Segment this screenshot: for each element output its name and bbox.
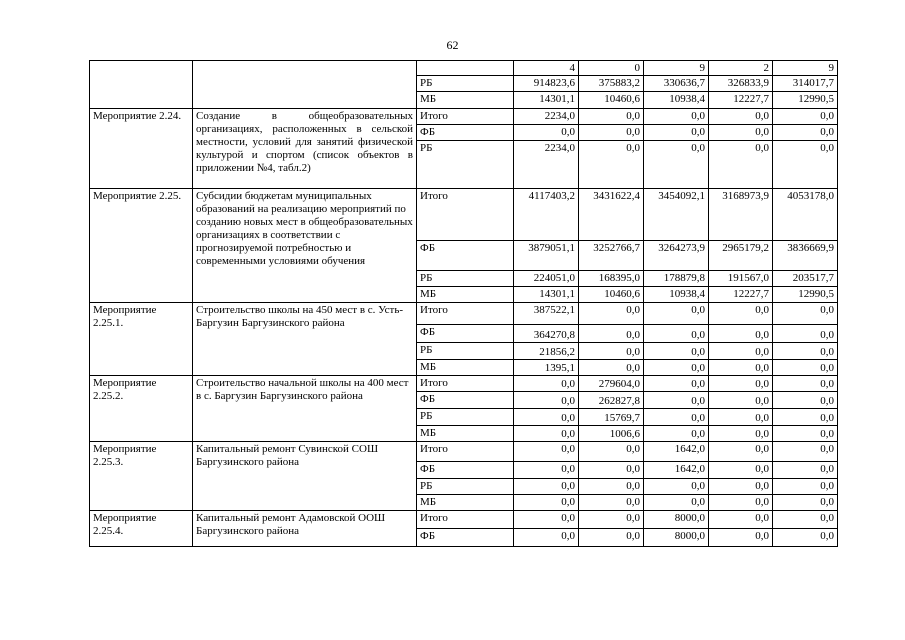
funding-source: Итого [417, 109, 514, 125]
amount-cell: 0,0 [773, 426, 838, 442]
amount-cell: 12990,5 [773, 287, 838, 303]
measure-description: Строительство школы на 450 мест в с. Усть-Баргузин Баргузинского района [193, 303, 417, 376]
amount-cell: 0,0 [709, 442, 773, 462]
amount-cell: 0,0 [644, 303, 709, 325]
amount-cell: 0,0 [773, 479, 838, 495]
amount-cell: 203517,7 [773, 271, 838, 287]
amount-cell: 0,0 [773, 360, 838, 376]
measure-label: Мероприятие 2.25.3. [90, 442, 193, 511]
amount-cell: 3879051,1 [514, 241, 579, 271]
funding-source: ФБ [417, 125, 514, 141]
amount-cell: 0,0 [514, 376, 579, 392]
amount-cell: 0,0 [579, 325, 644, 343]
amount-cell: 0,0 [644, 141, 709, 189]
measure-description: Капитальный ремонт Адамовской ООШ Баргузинского района [193, 511, 417, 547]
amount-cell: 8000,0 [644, 511, 709, 529]
amount-cell: 3252766,7 [579, 241, 644, 271]
funding-source: ФБ [417, 325, 514, 343]
amount-cell: 0,0 [579, 360, 644, 376]
funding-source: МБ [417, 360, 514, 376]
amount-cell: 1642,0 [644, 442, 709, 462]
amount-cell: 0,0 [773, 529, 838, 547]
amount-cell: 9 [644, 61, 709, 76]
amount-cell: 0,0 [644, 376, 709, 392]
amount-cell: 0,0 [773, 325, 838, 343]
measure-label: Мероприятие 2.25. [90, 189, 193, 303]
amount-cell: 387522,1 [514, 303, 579, 325]
amount-cell: 0,0 [709, 125, 773, 141]
amount-cell: 12227,7 [709, 287, 773, 303]
amount-cell: 224051,0 [514, 271, 579, 287]
amount-cell: 14301,1 [514, 92, 579, 109]
measure-label [90, 61, 193, 109]
amount-cell: 0,0 [773, 376, 838, 392]
amount-cell: 0,0 [773, 442, 838, 462]
funding-source: Итого [417, 376, 514, 392]
amount-cell: 2 [709, 61, 773, 76]
amount-cell: 3168973,9 [709, 189, 773, 241]
measure-label: Мероприятие 2.25.1. [90, 303, 193, 376]
budget-table [89, 60, 838, 547]
amount-cell: 0,0 [709, 529, 773, 547]
amount-cell: 0,0 [709, 360, 773, 376]
amount-cell: 0,0 [709, 109, 773, 125]
amount-cell: 0,0 [579, 303, 644, 325]
amount-cell: 364270,8 [514, 325, 579, 343]
amount-cell: 0,0 [514, 495, 579, 511]
amount-cell: 0,0 [579, 442, 644, 462]
funding-source: Итого [417, 511, 514, 529]
amount-cell: 0,0 [773, 511, 838, 529]
page-number: 62 [446, 38, 459, 52]
funding-source: РБ [417, 271, 514, 287]
amount-cell: 0,0 [514, 442, 579, 462]
amount-cell: 0,0 [579, 109, 644, 125]
amount-cell: 0,0 [644, 479, 709, 495]
amount-cell: 10938,4 [644, 287, 709, 303]
amount-cell: 0,0 [709, 343, 773, 360]
funding-source: МБ [417, 287, 514, 303]
measure-description: Капитальный ремонт Сувинской СОШ Баргузинского района [193, 442, 417, 511]
amount-cell: 4053178,0 [773, 189, 838, 241]
table-row [90, 189, 838, 241]
amount-cell: 0,0 [514, 462, 579, 479]
funding-source: Итого [417, 442, 514, 462]
measure-label: Мероприятие 2.24. [90, 109, 193, 189]
amount-cell: 0,0 [514, 529, 579, 547]
amount-cell: 3431622,4 [579, 189, 644, 241]
amount-cell: 0,0 [644, 409, 709, 426]
funding-source: Итого [417, 189, 514, 241]
measure-description: Строительство начальной школы на 400 мест в с. Баргузин Баргузинского района [193, 376, 417, 442]
amount-cell: 0,0 [644, 360, 709, 376]
amount-cell: 0,0 [773, 462, 838, 479]
amount-cell: 4 [514, 61, 579, 76]
amount-cell: 3264273,9 [644, 241, 709, 271]
amount-cell: 0,0 [709, 409, 773, 426]
amount-cell: 0,0 [579, 495, 644, 511]
amount-cell: 14301,1 [514, 287, 579, 303]
amount-cell: 0,0 [709, 392, 773, 409]
amount-cell: 0,0 [709, 376, 773, 392]
amount-cell: 0,0 [644, 109, 709, 125]
amount-cell: 10460,6 [579, 287, 644, 303]
amount-cell: 0,0 [644, 495, 709, 511]
amount-cell: 0,0 [579, 529, 644, 547]
amount-cell: 0,0 [773, 343, 838, 360]
amount-cell: 0,0 [709, 325, 773, 343]
amount-cell: 0,0 [709, 511, 773, 529]
funding-source: РБ [417, 409, 514, 426]
amount-cell: 0,0 [644, 392, 709, 409]
funding-source: РБ [417, 479, 514, 495]
amount-cell: 0,0 [773, 109, 838, 125]
amount-cell: 0,0 [644, 325, 709, 343]
measure-label: Мероприятие 2.25.4. [90, 511, 193, 547]
amount-cell: 0,0 [514, 409, 579, 426]
table-row [90, 303, 838, 325]
amount-cell: 0,0 [773, 303, 838, 325]
amount-cell: 0,0 [773, 392, 838, 409]
amount-cell: 0,0 [773, 409, 838, 426]
amount-cell: 0,0 [773, 125, 838, 141]
amount-cell: 10460,6 [579, 92, 644, 109]
funding-source: РБ [417, 76, 514, 92]
amount-cell: 0,0 [709, 426, 773, 442]
amount-cell: 279604,0 [579, 376, 644, 392]
funding-source: РБ [417, 343, 514, 360]
amount-cell: 0,0 [579, 141, 644, 189]
amount-cell: 3836669,9 [773, 241, 838, 271]
amount-cell: 0,0 [644, 343, 709, 360]
funding-source: РБ [417, 141, 514, 189]
funding-source: ФБ [417, 529, 514, 547]
table-row [90, 442, 838, 462]
amount-cell: 21856,2 [514, 343, 579, 360]
amount-cell: 0,0 [514, 125, 579, 141]
amount-cell: 1006,6 [579, 426, 644, 442]
table-row [90, 376, 838, 392]
amount-cell: 1395,1 [514, 360, 579, 376]
amount-cell: 2234,0 [514, 141, 579, 189]
amount-cell: 12227,7 [709, 92, 773, 109]
amount-cell: 0,0 [709, 479, 773, 495]
measure-description: Создание в общеобразовательных организациях, расположенных в сельской местности, условий для занятий физической культурой и спортом (список объектов в приложении №4, табл.2) [193, 109, 417, 189]
funding-source: ФБ [417, 241, 514, 271]
funding-source [417, 61, 514, 76]
amount-cell: 0,0 [644, 125, 709, 141]
amount-cell: 0,0 [644, 426, 709, 442]
amount-cell: 0,0 [579, 343, 644, 360]
amount-cell: 0,0 [709, 303, 773, 325]
funding-source: МБ [417, 92, 514, 109]
amount-cell: 191567,0 [709, 271, 773, 287]
table-row [90, 109, 838, 125]
amount-cell: 0,0 [579, 479, 644, 495]
table-row [90, 61, 838, 76]
funding-source: ФБ [417, 462, 514, 479]
amount-cell: 0 [579, 61, 644, 76]
amount-cell: 914823,6 [514, 76, 579, 92]
table-row [90, 511, 838, 529]
amount-cell: 1642,0 [644, 462, 709, 479]
amount-cell: 8000,0 [644, 529, 709, 547]
measure-label: Мероприятие 2.25.2. [90, 376, 193, 442]
amount-cell: 2965179,2 [709, 241, 773, 271]
amount-cell: 10938,4 [644, 92, 709, 109]
amount-cell: 0,0 [579, 462, 644, 479]
amount-cell: 0,0 [709, 462, 773, 479]
amount-cell: 12990,5 [773, 92, 838, 109]
amount-cell: 0,0 [514, 511, 579, 529]
amount-cell: 0,0 [514, 426, 579, 442]
amount-cell: 262827,8 [579, 392, 644, 409]
amount-cell: 3454092,1 [644, 189, 709, 241]
amount-cell: 178879,8 [644, 271, 709, 287]
amount-cell: 9 [773, 61, 838, 76]
funding-source: ФБ [417, 392, 514, 409]
amount-cell: 0,0 [773, 495, 838, 511]
amount-cell: 0,0 [709, 141, 773, 189]
funding-source: МБ [417, 426, 514, 442]
amount-cell: 0,0 [773, 141, 838, 189]
amount-cell: 330636,7 [644, 76, 709, 92]
amount-cell: 0,0 [514, 479, 579, 495]
amount-cell: 314017,7 [773, 76, 838, 92]
amount-cell: 0,0 [514, 392, 579, 409]
amount-cell: 168395,0 [579, 271, 644, 287]
amount-cell: 0,0 [579, 125, 644, 141]
measure-description [193, 61, 417, 109]
measure-description: Субсидии бюджетам муниципальных образований на реализацию мероприятий по созданию новых мест в общеобразовательных организациях в соответствии с прогнозируемой потребностью и современными условиями обучения [193, 189, 417, 303]
amount-cell: 15769,7 [579, 409, 644, 426]
amount-cell: 375883,2 [579, 76, 644, 92]
funding-source: Итого [417, 303, 514, 325]
amount-cell: 4117403,2 [514, 189, 579, 241]
funding-source: МБ [417, 495, 514, 511]
amount-cell: 2234,0 [514, 109, 579, 125]
amount-cell: 0,0 [579, 511, 644, 529]
amount-cell: 0,0 [709, 495, 773, 511]
amount-cell: 326833,9 [709, 76, 773, 92]
